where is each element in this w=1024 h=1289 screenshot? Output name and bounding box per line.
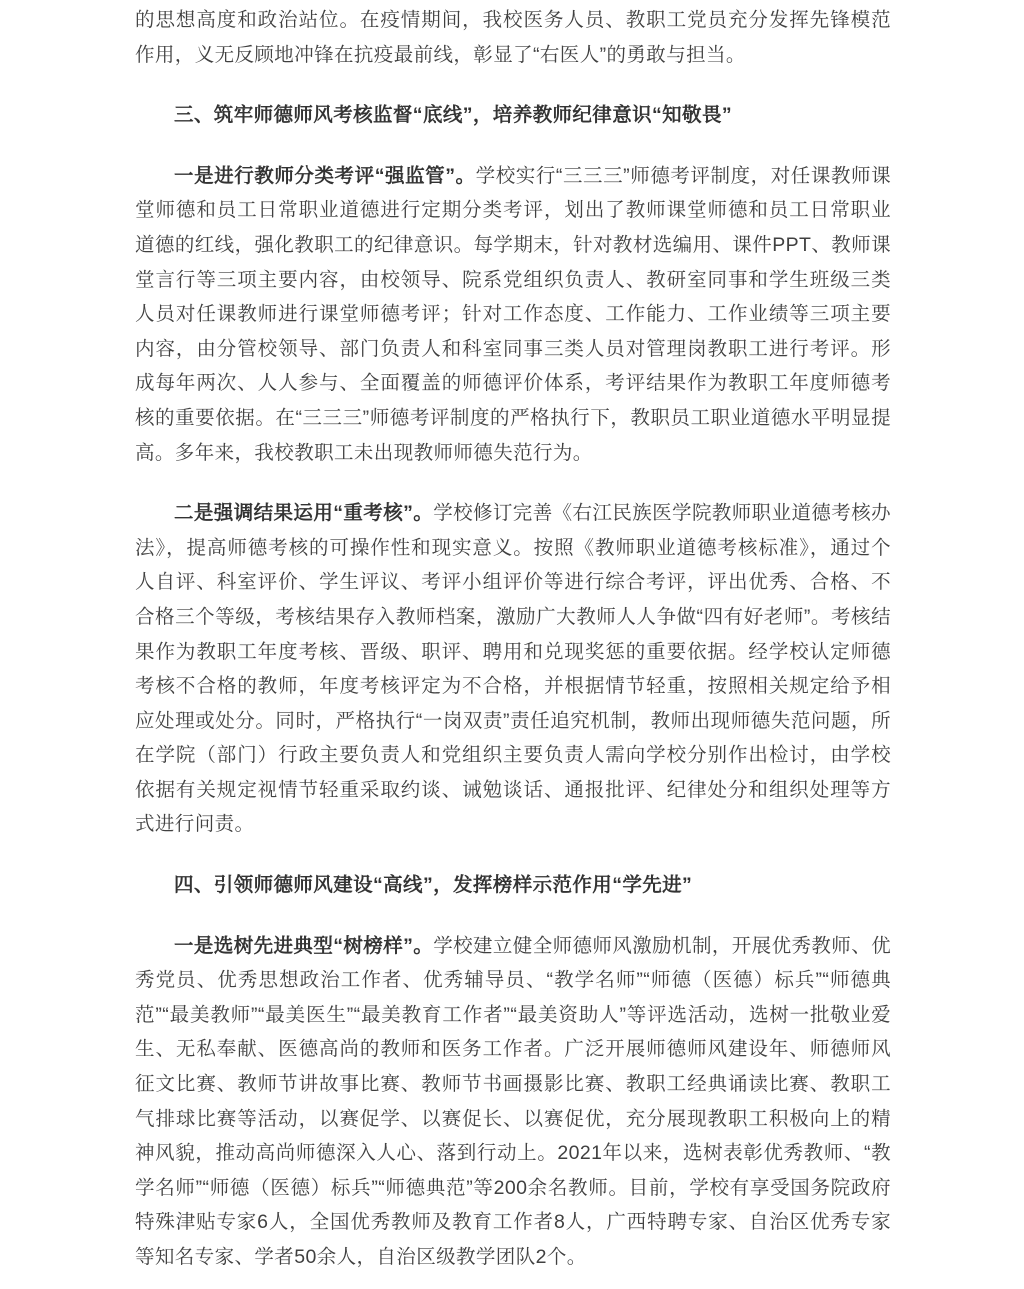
paragraph-role-models: [135, 929, 891, 1275]
paragraph-emphasize-assessment: [135, 496, 891, 842]
paragraph-continuation: [135, 3, 891, 72]
section-heading-3: [135, 98, 891, 133]
paragraph-text: 学校修订完善《右江民族医学院教师职业道德考核办法》，提高师德考核的可操作性和现实意义。按照《教师职业道德考核标准》，通过个人自评、科室评价、学生评议、考评小组评价等进行综合考评，评出优秀、合格、不合格三个等级，考核结果存入教师档案，激励广大教师人人争做“四有好老师”。考核结果作为教职工年度考核、晋级、职评、聘用和兑现奖惩的重要依据。经学校认定师德考核不合格的教师，年度考核评定为不合格，并根据情节轻重，按照相关规定给予相应处理或处分。同时，严格执行“一岗双责”责任追究机制，教师出现师德失范问题，所在学院（部门）行政主要负责人和党组织主要负责人需向学校分别作出检讨，由学校依据有关规定视情节轻重采取约谈、诫勉谈话、通报批评、纪律处分和组织处理等方式进行问责。: [135, 502, 892, 836]
paragraph-text: 学校实行“三三三”师德考评制度，对任课教师课堂师德和员工日常职业道德进行定期分类考评，划出了教师课堂师德和员工日常职业道德的红线，强化教职工的纪律意识。每学期末，针对教材选编用、课件PPT、教师课堂言行等三项主要内容，由校领导、院系党组织负责人、教研室同事和学生班级三类人员对任课教师进行课堂师德考评；针对工作态度、工作能力、工作业绩等三项主要内容，由分管校领导、部门负责人和科室同事三类人员对管理岗教职工进行考评。形成每年两次、人人参与、全面覆盖的师德评价体系，考评结果作为教职工年度师德考核的重要依据。在“三三三”师德考评制度的严格执行下，教职员工职业道德水平明显提高。多年来，我校教职工未出现教师师德失范行为。: [135, 164, 891, 464]
paragraph-strengthen-supervision: [135, 159, 891, 470]
section-heading-text: 三、筑牢师德师风考核监督“底线”，培养教师纪律意识“知敬畏”: [174, 104, 733, 127]
section-heading-text: 四、引领师德师风建设“高线”，发挥榜样示范作用“学先进”: [174, 874, 693, 897]
paragraph-lead: 一是进行教师分类考评“强监管”。: [174, 164, 476, 187]
paragraph-lead: 一是选树先进典型“树榜样”。: [174, 934, 434, 957]
section-heading-4: [135, 868, 891, 903]
paragraph-lead: 二是强调结果运用“重考核”。: [174, 502, 434, 525]
paragraph-text: 学校建立健全师德师风激励机制，开展优秀教师、优秀党员、优秀思想政治工作者、优秀辅导员、“教学名师”“师德（医德）标兵”“师德典范”“最美教师”“最美医生”“最美教育工作者”“最美资助人”等评选活动，选树一批敬业爱生、无私奉献、医德高尚的教师和医务工作者。广泛开展师德师风建设年、师德师风征文比赛、教师节讲故事比赛、教师节书画摄影比赛、教职工经典诵读比赛、教职工气排球比赛等活动，以赛促学、以赛促长、以赛促优，充分展现教职工积极向上的精神风貌，推动高尚师德深入人心、落到行动上。2021年以来，选树表彰优秀教师、“教学名师”“师德（医德）标兵”“师德典范”等200余名教师。目前，学校有享受国务院政府特殊津贴专家6人，全国优秀教师及教育工作者8人，广西特聘专家、自治区优秀专家等知名专家、学者50余人，自治区级教学团队2个。: [135, 934, 892, 1268]
paragraph-text: 的思想高度和政治站位。在疫情期间，我校医务人员、教职工党员充分发挥先锋模范作用，义无反顾地冲锋在抗疫最前线，彰显了“右医人”的勇敢与担当。: [135, 9, 891, 66]
